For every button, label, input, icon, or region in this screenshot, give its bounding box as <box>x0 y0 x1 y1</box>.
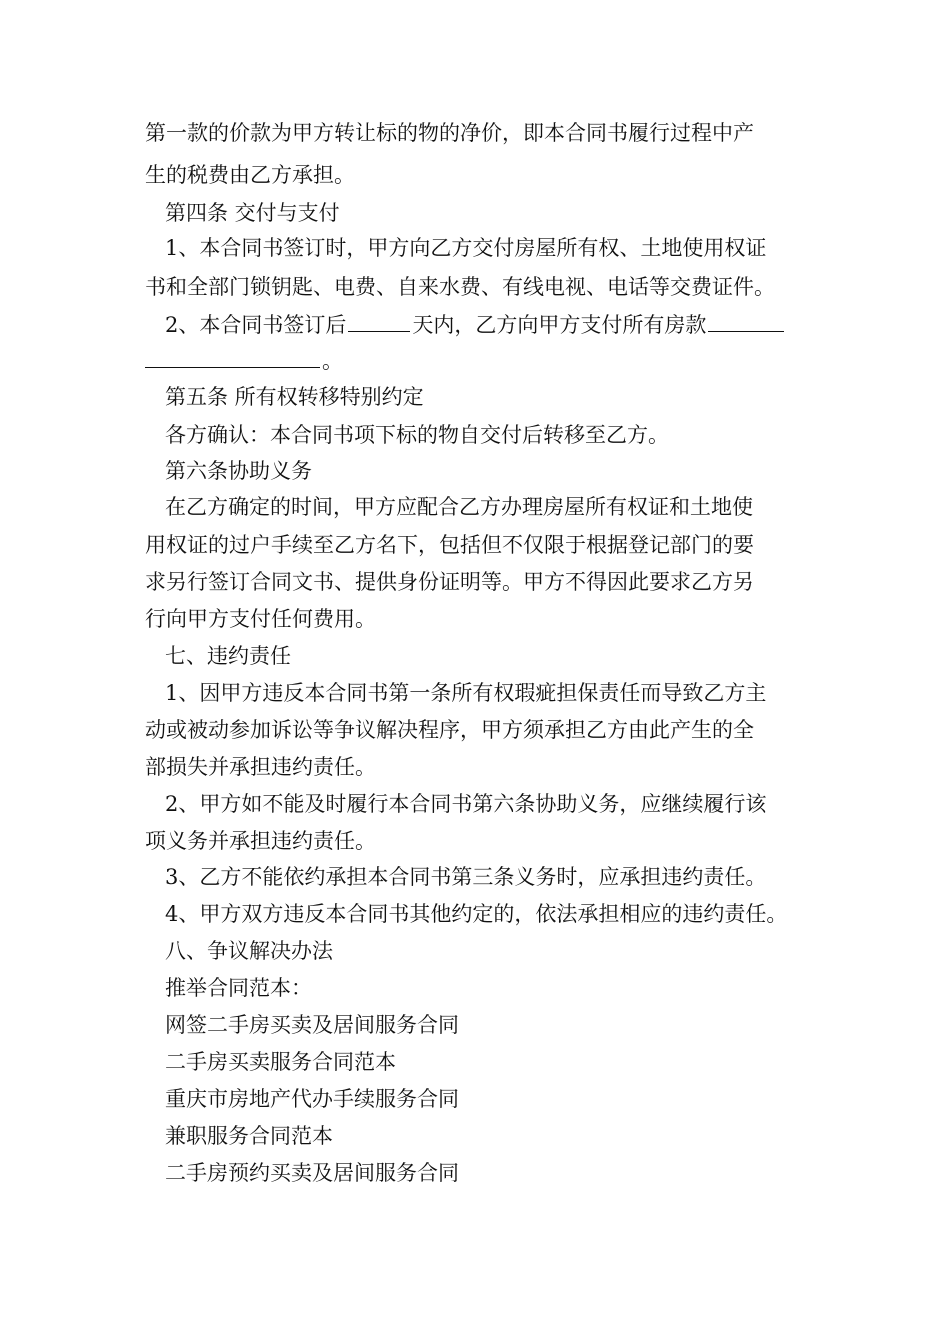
payment-clause-continuation <box>145 346 825 376</box>
paragraph-line: 项义务并承担违约责任。 <box>145 829 376 853</box>
paragraph-line: 行向甲方支付任何费用。 <box>145 607 376 631</box>
clause-text: 2、本合同书签订后 <box>165 313 347 337</box>
section-heading-4: 第四条 交付与支付 <box>165 201 340 225</box>
paragraph-line: 2、甲方如不能及时履行本合同书第六条协助义务，应继续履行该 <box>165 792 767 816</box>
recommended-template-item: 二手房预约买卖及居间服务合同 <box>165 1161 459 1185</box>
recommended-templates-heading: 推举合同范本： <box>165 976 312 1000</box>
amount-blank <box>708 311 784 332</box>
days-blank <box>348 311 410 332</box>
paragraph-line: 求另行签订合同文书、提供身份证明等。甲方不得因此要求乙方另 <box>145 570 754 594</box>
paragraph-line: 在乙方确定的时间，甲方应配合乙方办理房屋所有权证和土地使 <box>165 495 753 519</box>
section-heading-7: 七、违约责任 <box>165 644 291 668</box>
recommended-template-item: 二手房买卖服务合同范本 <box>165 1050 396 1074</box>
section-heading-5: 第五条 所有权转移特别约定 <box>165 385 424 409</box>
recommended-template-item: 兼职服务合同范本 <box>165 1124 333 1148</box>
paragraph-line: 4、甲方双方违反本合同书其他约定的，依法承担相应的违约责任。 <box>165 902 788 926</box>
paragraph-line: 3、乙方不能依约承担本合同书第三条义务时，应承担违约责任。 <box>165 865 767 889</box>
section-heading-8: 八、争议解决办法 <box>165 939 333 963</box>
section-heading-6: 第六条协助义务 <box>165 459 312 483</box>
paragraph-line: 第一款的价款为甲方转让标的物的净价，即本合同书履行过程中产 <box>145 121 754 145</box>
paragraph-line: 1、因甲方违反本合同书第一条所有权瑕疵担保责任而导致乙方主 <box>165 681 767 705</box>
paragraph-line: 1、本合同书签订时，甲方向乙方交付房屋所有权、土地使用权证 <box>165 236 767 260</box>
recommended-template-item: 网签二手房买卖及居间服务合同 <box>165 1013 459 1037</box>
payment-clause-line <box>165 310 845 340</box>
clause-text: 天内，乙方向甲方支付所有房款 <box>412 313 707 337</box>
paragraph-line: 部损失并承担违约责任。 <box>145 755 376 779</box>
paragraph-line: 动或被动参加诉讼等争议解决程序，甲方须承担乙方由此产生的全 <box>145 718 754 742</box>
paragraph-line: 书和全部门锁钥匙、电费、自来水费、有线电视、电话等交费证件。 <box>145 275 775 299</box>
paragraph-line: 各方确认：本合同书项下标的物自交付后转移至乙方。 <box>165 423 669 447</box>
recommended-template-item: 重庆市房地产代办手续服务合同 <box>165 1087 459 1111</box>
paragraph-line: 用权证的过户手续至乙方名下，包括但不仅限于根据登记部门的要 <box>145 533 754 557</box>
clause-end: 。 <box>322 349 343 373</box>
paragraph-line: 生的税费由乙方承担。 <box>145 163 355 187</box>
amount-blank-continued <box>145 347 320 368</box>
